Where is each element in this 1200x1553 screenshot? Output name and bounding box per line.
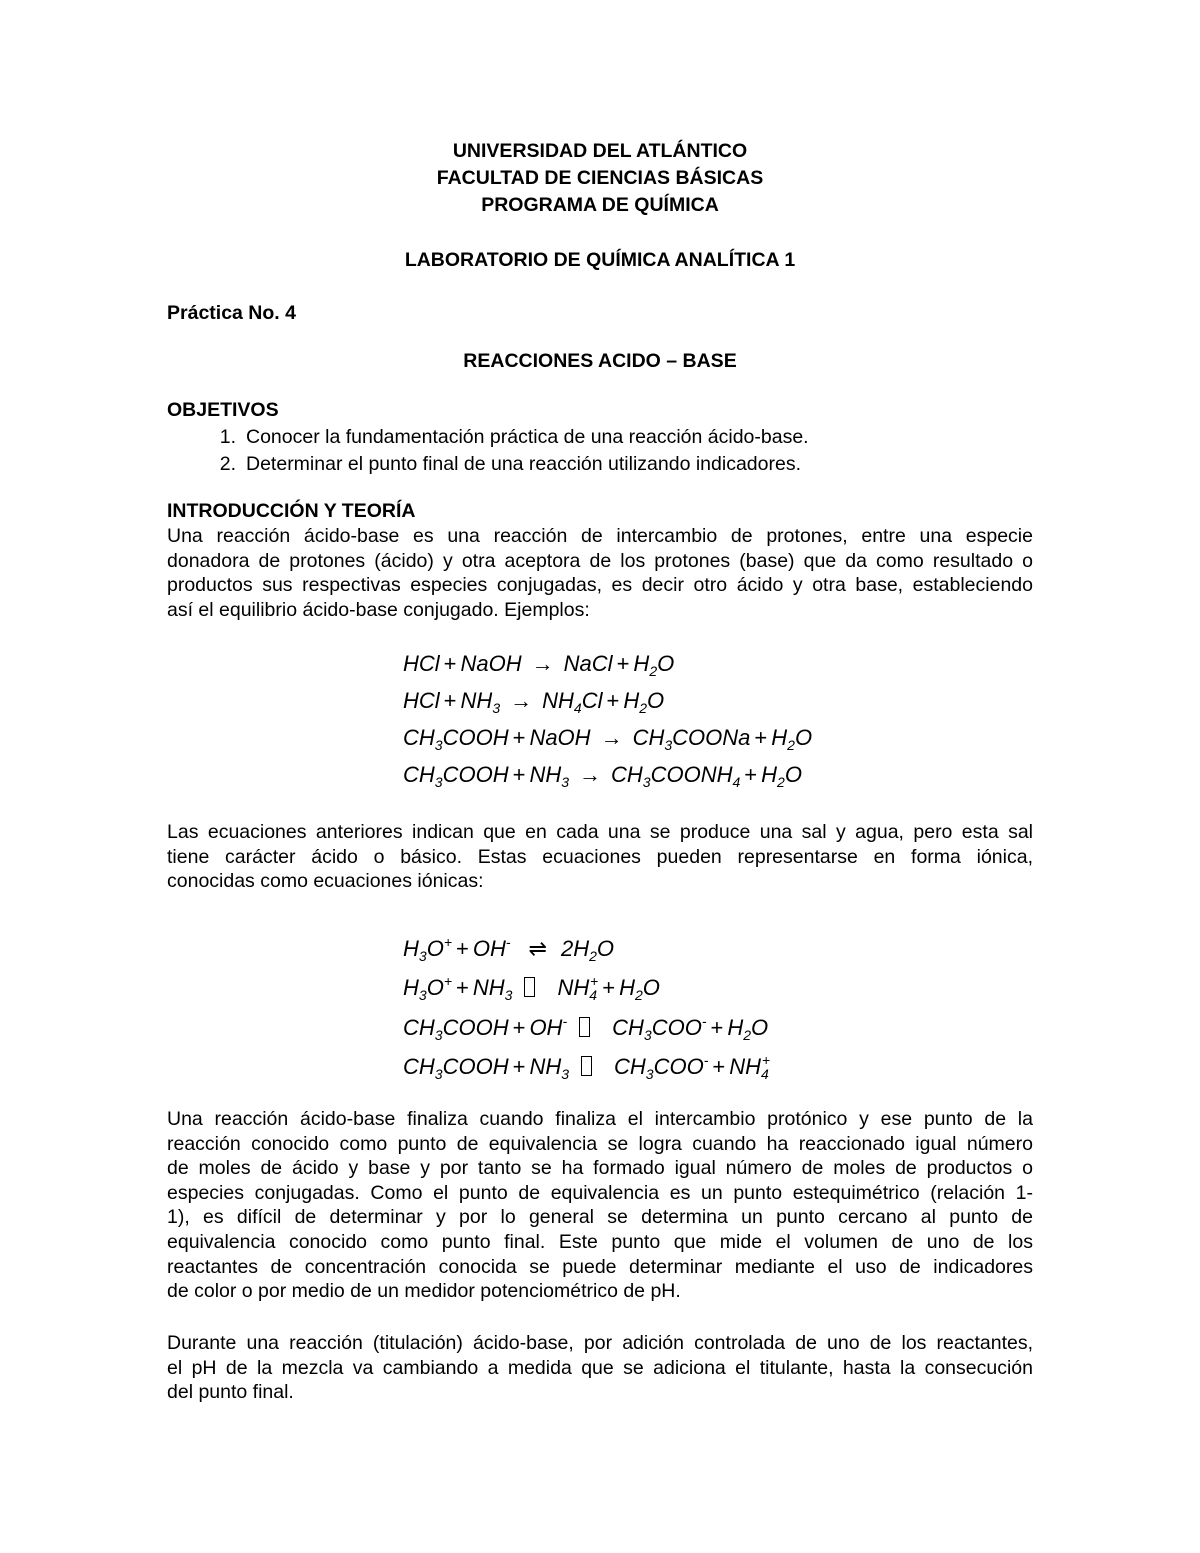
- objectives-list: [167, 424, 809, 478]
- missing-glyph-box: [524, 977, 535, 997]
- objective-item: 2. Determinar el punto final de una reacción utilizando indicadores.: [219, 453, 801, 475]
- intro-heading: INTRODUCCIÓN Y TEORÍA: [167, 500, 416, 522]
- program-name: PROGRAMA DE QUÍMICA: [481, 194, 719, 216]
- lab-title: LABORATORIO DE QUÍMICA ANALÍTICA 1: [404, 249, 796, 271]
- equation-molecular-2: HCl + $NH_3 \to NH_4Cl + H_2O$: [403, 688, 665, 716]
- faculty-name: FACULTAD DE CIENCIAS BÁSICAS: [436, 167, 764, 189]
- equation-molecular-1: HCl + NaOH → NaCl + $H_2O$: [403, 651, 675, 679]
- missing-glyph-box: [579, 1017, 590, 1037]
- objectives-heading: OBJETIVOS: [167, 399, 279, 421]
- document-header: [0, 138, 1200, 219]
- equation-ionic-2: $H_3O^+ + NH_3$ $NH_4^+ + H_2O$: [403, 973, 660, 1003]
- objective-item: 1. Conocer la fundamentación práctica de una reacción ácido-base.: [219, 426, 809, 448]
- practice-number: Práctica No. 4: [167, 302, 296, 324]
- intro-paragraph-4: Durante una reacción (titulación) ácido-base, por adición controlada de uno de los reactantes, el pH de la mezcla va cambiando a medida que se adiciona el titulante, hasta la consecución del punto final.: [167, 1332, 1033, 1404]
- intro-paragraph-1: Una reacción ácido-base es una reacción de intercambio de protones, entre una especie donadora de protones (ácido) y otra aceptora de los protones (base) que da como resultado o productos sus respectivas especies conjugadas, es decir otro ácido y otra base, estableciendo así el equilibrio ácido-base conjugado. Ejemplos:: [167, 525, 1033, 621]
- document-title: REACCIONES ACIDO – BASE: [463, 350, 737, 372]
- equation-molecular-4: $CH_3COOH + NH_3$ → $CH_3COONH_4 + H_2O$: [403, 762, 802, 790]
- intro-paragraph-3: Una reacción ácido-base finaliza cuando finaliza el intercambio protónico y ese punto de la reacción conocido como punto de equivalencia se logra cuando ha reaccionado igual número de moles de ácido y base y por tanto se ha formado igual número de moles de productos o especies conjugadas. Como el punto de equivalencia es un punto estequimétrico (relación 1- 1), es difícil de determinar y por lo general se determina un punto cercano al punto de equivalencia conocido como punto final. Este punto que mide el volumen de uno de los reactantes de concentración conocida se puede determinar mediante el uso de indicadores de color o por medio de un medidor potenciométrico de pH.: [167, 1108, 1033, 1303]
- intro-paragraph-2: Las ecuaciones anteriores indican que en cada una se produce una sal y agua, pero esta sal tiene carácter ácido o básico. Estas ecuaciones pueden representarse en forma iónica, conocidas como ecuaciones iónicas:: [167, 821, 1033, 893]
- equation-ionic-1: $H_3O^+ + OH^-$ ⇌ $2H_2O$: [403, 934, 615, 964]
- equation-ionic-4: $CH_3COOH + NH_3$ $CH_3COO^- + NH_4^+$: [403, 1052, 771, 1082]
- missing-glyph-box: [581, 1056, 592, 1076]
- equation-molecular-3: $CH_3COOH$ + NaOH → $CH_3COONa + H_2O$: [403, 725, 813, 753]
- university-name: UNIVERSIDAD DEL ATLÁNTICO: [452, 140, 748, 162]
- equation-ionic-3: $CH_3COOH + OH^-$ $CH_3COO^- + H_2O$: [403, 1013, 769, 1043]
